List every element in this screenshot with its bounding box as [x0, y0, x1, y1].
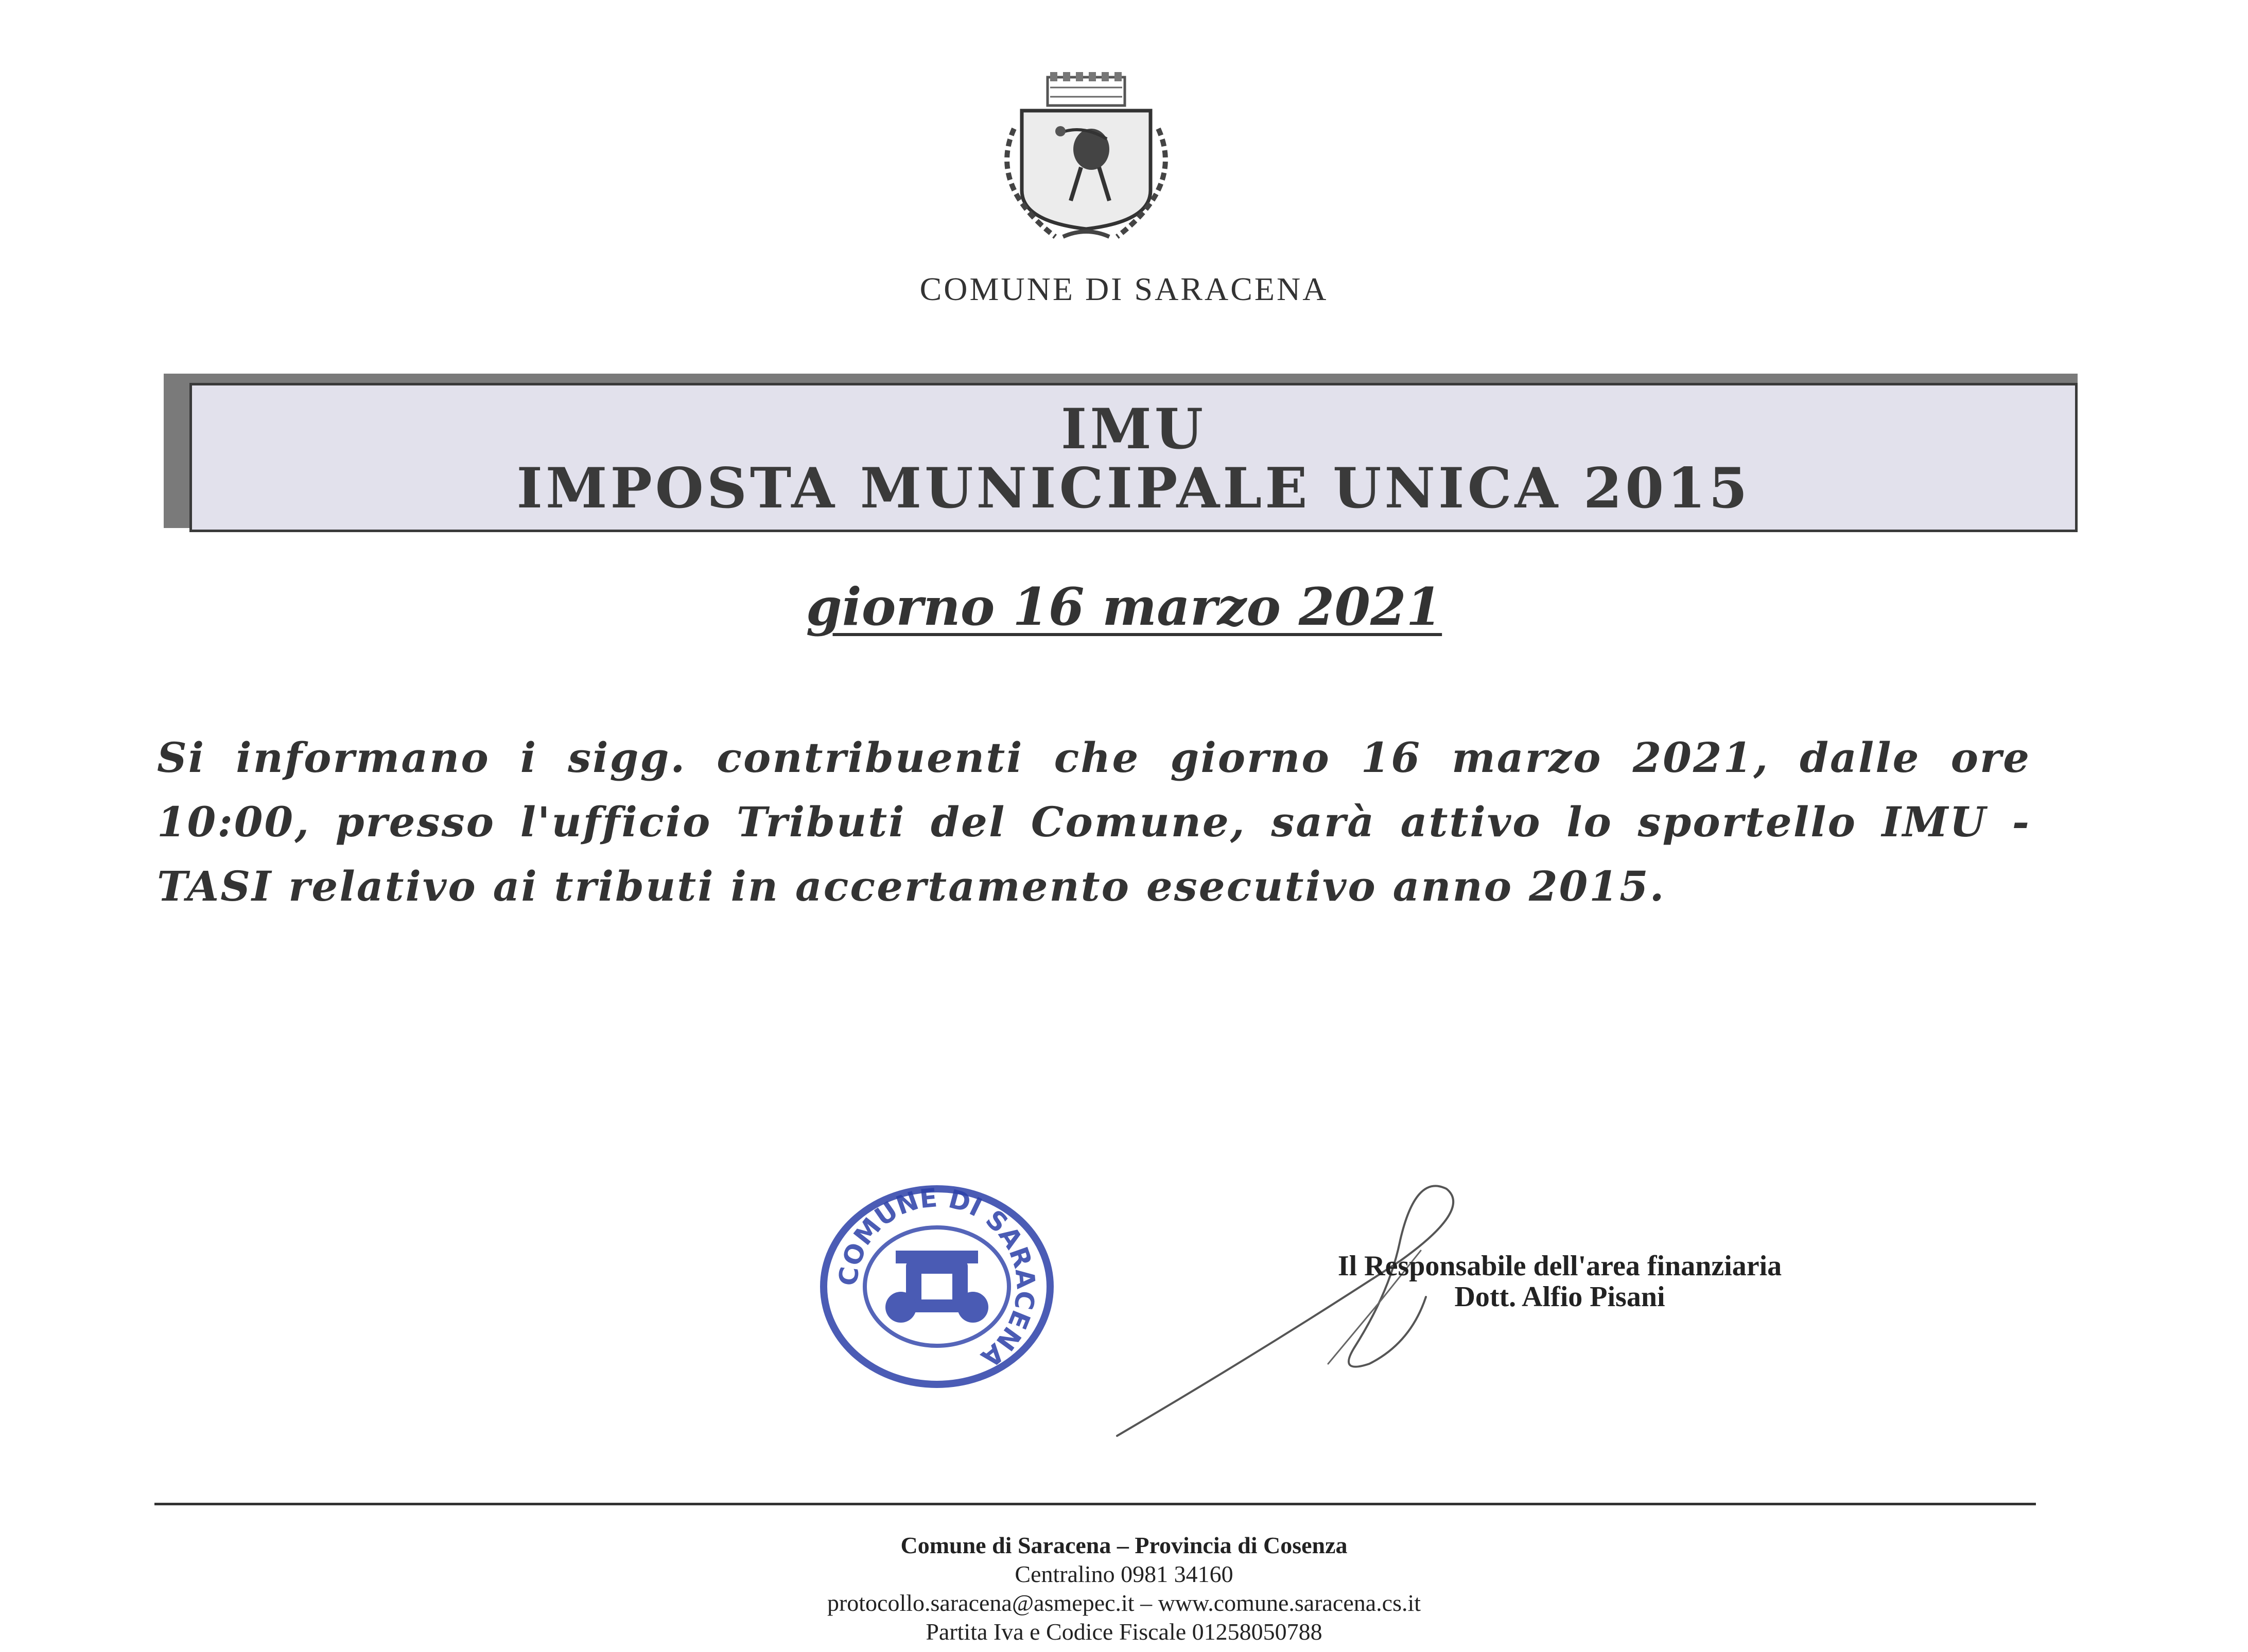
date-heading-text: giorno 16 marzo 2021 — [806, 576, 1442, 637]
official-stamp-icon — [746, 1179, 1127, 1395]
footer-line-1: Comune di Saracena – Provincia di Cosenza — [900, 1532, 1348, 1558]
signatory-role: Il Responsabile dell'area finanziaria — [1337, 1250, 1782, 1282]
signatory-block — [1148, 1251, 1972, 1312]
footer-line-2: Centralino 0981 34160 — [1015, 1561, 1233, 1587]
date-heading — [0, 576, 2248, 637]
title-line-2: IMPOSTA MUNICIPALE UNICA 2015 — [516, 456, 1751, 521]
title-box — [189, 383, 2078, 532]
coat-of-arms-icon — [968, 72, 1205, 247]
stamp-ring-text: COMUNE DI SARACENA — [833, 1183, 1041, 1374]
footer — [0, 1531, 2248, 1646]
title-line-1: IMU — [1060, 397, 1207, 462]
footer-line-4: Partita Iva e Codice Fiscale 01258050788 — [926, 1619, 1322, 1645]
notice-body: Si informano i sigg. contribuenti che giorno 16 marzo 2021, dalle ore 10:00, presso l'ufficio Tributi del Comune, sarà attivo lo sportello IMU - TASI relativo ai tributi in accertamento esecutivo anno 2015. — [157, 733, 2031, 910]
signatory-name: Dott. Alfio Pisani — [1454, 1281, 1665, 1313]
footer-divider — [154, 1503, 2036, 1505]
footer-line-3: protocollo.saracena@asmepec.it – www.comune.saracena.cs.it — [827, 1590, 1421, 1616]
municipality-name: COMUNE DI SARACENA — [919, 271, 1329, 307]
